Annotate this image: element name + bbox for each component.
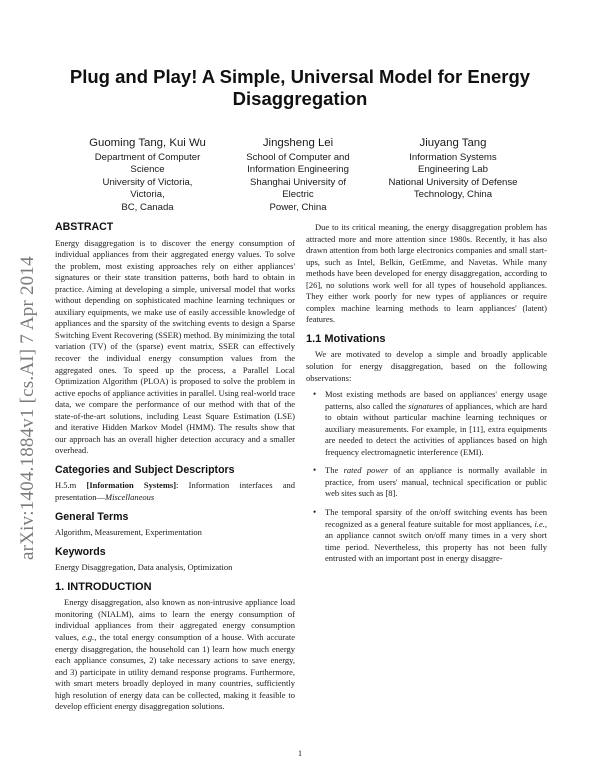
motivations-intro: We are motivated to develop a simple and broadly applicable solution for energy disaggregation, based on the following observations:	[306, 349, 547, 383]
paper-title: Plug and Play! A Simple, Universal Model for Energy Disaggregation	[69, 66, 531, 109]
bullet-text: Most existing methods are based on appliances' energy usage patterns, also called the	[325, 389, 547, 411]
bullet-text: The temporal sparsity of the on/off switching events has been recognized as a general feature suitable for most appliances,	[325, 507, 547, 529]
keywords-text: Energy Disaggregation, Data analysis, Optimization	[55, 562, 233, 573]
affiliation-line: Power, China	[269, 201, 327, 213]
left-column	[55, 222, 295, 713]
abstract-text: Energy disaggregation is to discover the energy consumption of individual appliances from their aggregated energy values. To solve the problem, most existing approaches rely on either appliances' signatures or their state transition patterns, both hard to obtain in practice. Aiming at developing a simple, universal model that works without depending on sophisticated machine learning techniques or auxiliary equipments, we make use of easily accessible knowledge of appliances and the sparsity of the switching events to design a Sparse Switching Event Recovering (SSER) method. By minimizing the total variation (TV) of the (sparse) event matrix, SSER can effectively recover the individual energy consumption values from the aggregated ones. To speed up the process, a Parallel Local Optimization Algorithm (PLOA) is proposed to solve the problem in active epochs of appliance activities in parallel. Using real-world trace data, we compare the performance of our method with that of the state-of-the-art solutions, including Least Square Estimation (LSE) and iterative Hidden Markov Model (HMM). The results show that our approach has an overall higher detection accuracy and a smaller overhead.	[55, 237, 295, 456]
page-number: 1	[297, 748, 303, 758]
intro-paragraph-2: Due to its critical meaning, the energy disaggregation problem has attracted more and more attention since 1980s. Recently, it has also drawn attention from both large electronics companies and small start-ups, such as Intel, Belkin, GetEmme, and Navetas. While many methods have been developed for energy disaggregation, according to [26], no solutions work well for all types of household appliances. They either work poorly for new types of appliances or require complex machine learning methods to learn appliances' (latent) features.	[306, 222, 547, 325]
category-code: H.5.m	[55, 480, 77, 491]
bullet-italic: rated power	[343, 465, 389, 476]
affiliation-line: Department of Computer	[94, 152, 201, 163]
author-2	[233, 136, 363, 214]
general-terms-heading: General Terms	[55, 510, 129, 523]
intro-paragraph-1	[55, 597, 295, 712]
list-item	[325, 507, 547, 565]
bullet-text: , an appliance cannot switch on/off many times in a very short time period. Nevertheless, this property has not been fully entrusted with an important post in energy disaggre-	[325, 518, 547, 564]
list-item	[325, 465, 547, 500]
intro-text: Energy disaggregation, also known as non-intrusive appliance load monitoring (NIALM), aims to learn the energy consumption of individual appliances from their aggregated energy consumption values,	[55, 597, 295, 642]
affiliation-line: University of Victoria, Victoria,	[102, 176, 193, 201]
affiliation-line: Shanghai University of Electric	[250, 176, 346, 201]
bullet-text: of an appliance is normally available in practice, from users' manual, technical specification or public web sites such as [8].	[325, 465, 547, 499]
affiliation-line: Information Engineering	[247, 164, 349, 176]
affiliation-line: Engineering Lab	[418, 164, 488, 176]
intro-text: , the total energy consumption of a house. With accurate energy disaggregation, the household can 1) learn how much energy each appliance consumes, 2) take necessary actions to save energy, and 3) participate in utility demand response programs. Furthermore, with smart meters broadly deployed in many countries, sufficiently high resolution of energy data can be collected, making it feasible to develop efficient energy disaggregation solutions.	[55, 631, 295, 712]
author-block	[55, 136, 545, 213]
author-name: Guoming Tang, Kui Wu	[89, 137, 206, 149]
keywords-heading: Keywords	[55, 545, 106, 558]
introduction-heading: 1. INTRODUCTION	[55, 580, 152, 593]
affiliation-line: National University of Defense	[388, 176, 518, 188]
affiliation-line: BC, Canada	[121, 201, 174, 213]
bullet-text: The	[325, 465, 344, 476]
author-name: Jiuyang Tang	[419, 137, 487, 149]
abstract-heading: ABSTRACT	[55, 221, 114, 233]
categories-text	[55, 480, 295, 503]
right-column	[306, 222, 547, 572]
category-bold: [Information Systems]	[86, 480, 177, 491]
list-item	[325, 389, 547, 458]
author-name: Jingsheng Lei	[262, 137, 334, 149]
general-terms-text: Algorithm, Measurement, Experimentation	[55, 527, 202, 538]
bullet-italic: i.e.	[534, 518, 545, 529]
category-italic: Miscellaneous	[105, 492, 155, 503]
author-1	[85, 136, 210, 214]
affiliation-line: Technology, China	[413, 189, 493, 201]
motivations-heading: 1.1 Motivations	[306, 332, 386, 345]
affiliation-line: Science	[130, 164, 165, 176]
bullet-italic: signatures	[408, 400, 444, 411]
affiliation-line: Information Systems	[409, 152, 497, 163]
intro-eg: e.g.	[82, 631, 95, 642]
observations-list	[306, 389, 547, 565]
categories-heading: Categories and Subject Descriptors	[55, 463, 235, 476]
bullet-text: of appliances, which are hard to obtain without particular machine learning techniques or auxiliary measurements. For example, in [11], extra equipments are needed to detect the activities of appliances based on high frequency electromagnetic interference (EMI).	[325, 400, 547, 457]
category-rest: : Information interfaces and presentation—	[55, 480, 295, 503]
affiliation-line: School of Computer and	[246, 152, 350, 163]
author-3	[388, 136, 518, 202]
arxiv-identifier: arXiv:1404.1884v1 [cs.AI] 7 Apr 2014	[17, 256, 38, 560]
